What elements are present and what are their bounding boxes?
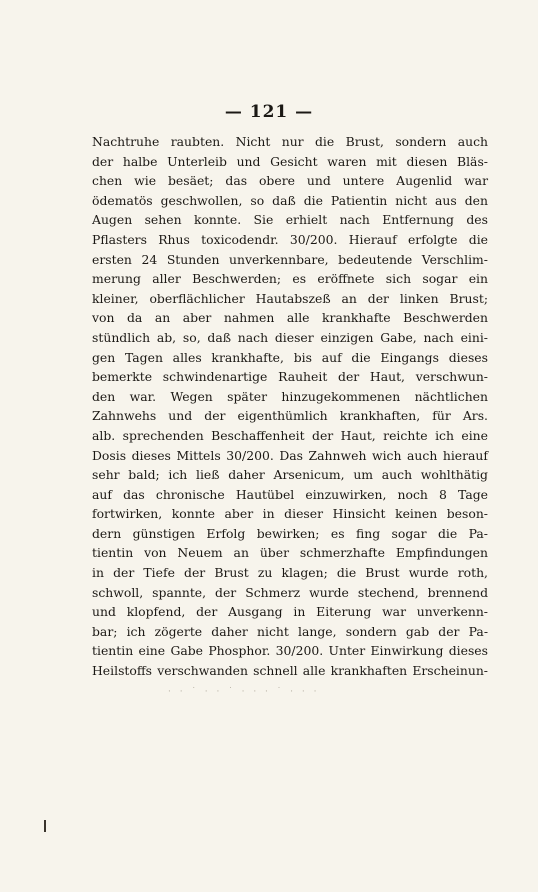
text-line: Pflasters Rhus toxicodendr. 30/200. Hierauf erfolgte die [92,231,488,247]
text-line: von da an aber nahmen alle krankhafte Beschwerden [92,310,488,326]
text-line: bar; ich zögerte daher nicht lange, sondern gab der Pa- [92,623,488,639]
text-line: auf das chronische Hautübel einzuwirken, noch 8 Tage [92,486,488,502]
text-line: gen Tagen alles krankhafte, bis auf die Eingangs dieses [92,349,488,365]
text-line: tientin eine Gabe Phosphor. 30/200. Unter Einwirkung dieses [92,643,488,659]
text-line: ödematös geschwollen, so daß die Patientin nicht aus den [92,192,488,208]
text-line: chen wie besäet; das obere und untere Augenlid war [92,173,488,189]
text-line: alb. sprechenden Beschaffenheit der Haut, reichte ich eine [92,427,488,443]
bleed-through-specks: · · ˙ · · ˙ · · · ˙ · · · [168,687,320,697]
text-line: bemerkte schwindenartige Rauheit der Haut, verschwun- [92,369,488,385]
page-number-header: — 121 — [224,102,314,122]
text-line: dern günstigen Erfolg bewirken; es fing sogar die Pa- [92,525,488,541]
text-line: Dosis dieses Mittels 30/200. Das Zahnweh wich auch hierauf [92,447,488,463]
text-line: schwoll, spannte, der Schmerz wurde stechend, brennend [92,584,488,600]
text-line: Augen sehen konnte. Sie erhielt nach Entfernung des [92,212,488,228]
margin-mark [44,820,46,832]
text-line: in der Tiefe der Brust zu klagen; die Brust wurde roth, [92,565,488,581]
text-line: kleiner, oberflächlicher Hautabszeß an der linken Brust; [92,290,488,306]
text-line: sehr bald; ich ließ daher Arsenicum, um auch wohlthätig [92,467,488,483]
text-line: merung aller Beschwerden; es eröffnete sich sogar ein [92,271,488,287]
text-line: ersten 24 Stunden unverkennbare, bedeutende Verschlim- [92,251,488,267]
text-line: fortwirken, konnte aber in dieser Hinsicht keinen beson- [92,506,488,522]
text-line: der halbe Unterleib und Gesicht waren mit diesen Bläs- [92,153,488,169]
text-line: Heilstoffs verschwanden schnell alle krankhaften Erscheinun- [92,663,488,679]
text-line: stündlich ab, so, daß nach dieser einzigen Gabe, nach eini- [92,329,488,345]
text-line: Nachtruhe raubten. Nicht nur die Brust, sondern auch [92,134,488,149]
text-line: den war. Wegen später hinzugekommenen nächtlichen [92,388,488,404]
text-line: Zahnwehs und der eigenthümlich krankhaften, für Ars. [92,408,488,424]
body-text [92,132,488,681]
text-line: tientin von Neuem an über schmerzhafte Empfindungen [92,545,488,561]
text-line: und klopfend, der Ausgang in Eiterung war unverkenn- [92,604,488,620]
